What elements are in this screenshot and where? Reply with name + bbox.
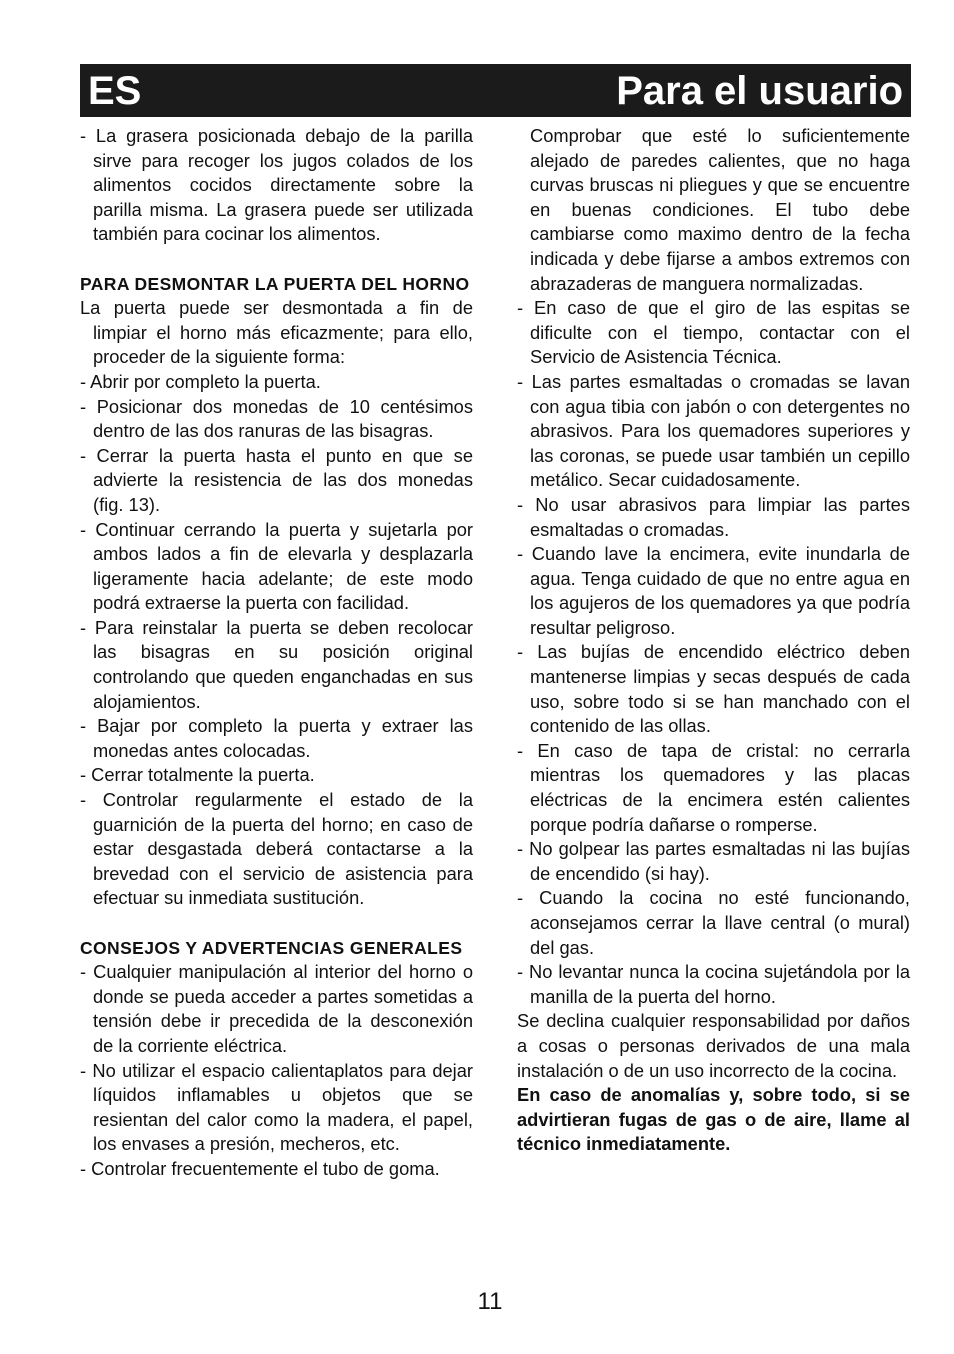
list-item: - Cerrar la puerta hasta el punto en que se advierte la resistencia de las dos monedas (fig. 13). [80,444,473,515]
language-label: ES [88,69,142,113]
list-item: - Cuando lave la encimera, evite inundarla de agua. Tenga cuidado de que no entre agua en los agujeros de los quemadores ya que podría resultar peligroso. [517,543,910,638]
list-item: - No utilizar el espacio calientaplatos para dejar líquidos inflamables u objetos que se resientan del calor como la madera, el papel, los envases a presión, mecheros, etc. [80,1059,473,1155]
page-header [80,64,911,117]
list-item: - Cerrar totalmente la puerta. [80,764,315,786]
left-column [80,124,473,1182]
list-item: - Para reinstalar la puerta se deben recolocar las bisagras en su posición original controlando que queden enganchadas en sus alojamientos. [80,616,473,712]
door-intro-paragraph: La puerta puede ser desmontada a fin de limpiar el horno más eficazmente; para ello, proceder de la siguiente forma: [80,297,473,368]
list-item: - Las bujías de encendido eléctrico deben mantenerse limpias y secas después de cada uso, sobre todo si se han manchado con el contenido de las ollas. [517,641,910,737]
list-item: - Cualquier manipulación al interior del horno o donde se pueda acceder a partes sometidas a tensión debe ir precedida de la desconexión de la corriente eléctrica. [80,961,473,1056]
list-item: - En caso de que el giro de las espitas se dificulte con el tiempo, contactar con el Servicio de Asistencia Técnica. [517,297,910,368]
list-item: - Las partes esmaltadas o cromadas se lavan con agua tibia con jabón o con detergentes no abrasivos. Para los quemadores superiores y las coronas, se puede usar también un cepillo metálico. Secar cuidadosamente. [517,370,910,491]
list-item: - No usar abrasivos para limpiar las partes esmaltadas o cromadas. [517,493,910,540]
page-number: 11 [477,1288,503,1315]
list-item: - Continuar cerrando la puerta y sujetarla por ambos lados a fin de elevarla y desplazarla ligeramente hacia adelante; de este modo podrá extraerse la puerta con facilidad. [80,518,473,614]
list-item: - Abrir por completo la puerta. [80,370,321,392]
list-item: - Posicionar dos monedas de 10 centésimos dentro de las dos ranuras de las bisagras. [80,395,473,442]
hose-paragraph: Comprobar que esté lo suficientemente alejado de paredes calientes, que no haga curvas bruscas ni pliegues y que se encuentre en buenas condiciones. El tubo debe cambiarse como maximo dentro de la fecha indicada y debe fijarse a ambos extremos con abrazaderas de manguera normalizadas. [530,125,910,294]
liability-paragraph: Se declina cualquier responsabilidad por daños a cosas o personas derivados de una mala instalación o de un uso incorrecto de la cocina. [517,1010,910,1081]
section-heading-advice: CONSEJOS Y ADVERTENCIAS GENERALES [80,937,463,958]
list-item: - Controlar regularmente el estado de la guarnición de la puerta del horno; en caso de estar desgastada deberá contactarse a la brevedad con el servicio de asistencia para efectuar su inmediata sustitución. [80,789,473,909]
list-item: - No golpear las partes esmaltadas ni las bujías de encendido (si hay). [517,838,910,884]
page-title: Para el usuario [616,69,903,113]
list-item: - Bajar por completo la puerta y extraer las monedas antes colocadas. [80,715,473,761]
list-item: - Cuando la cocina no esté funcionando, aconsejamos cerrar la llave central (o mural) del gas. [517,887,910,958]
right-column [517,124,910,1157]
list-item: - No levantar nunca la cocina sujetándola por la manilla de la puerta del horno. [517,961,910,1007]
section-heading-door-removal: PARA DESMONTAR LA PUERTA DEL HORNO [80,273,470,294]
list-item: - Controlar frecuentemente el tubo de goma. [80,1157,440,1179]
list-item: - En caso de tapa de cristal: no cerrarla mientras los quemadores y las placas eléctricas de la encimera estén calientes porque podría dañarse o romperse. [517,739,910,835]
grease-tray-paragraph: - La grasera posicionada debajo de la parilla sirve para recoger los jugos colados de los alimentos cocidos directamente sobre la parilla misma. La grasera puede ser utilizada también para cocinar los alimentos. [80,125,473,245]
warning-paragraph: En caso de anomalías y, sobre todo, si se advirtieran fugas de gas o de aire, llame al técnico inmediatamente. [517,1084,910,1155]
